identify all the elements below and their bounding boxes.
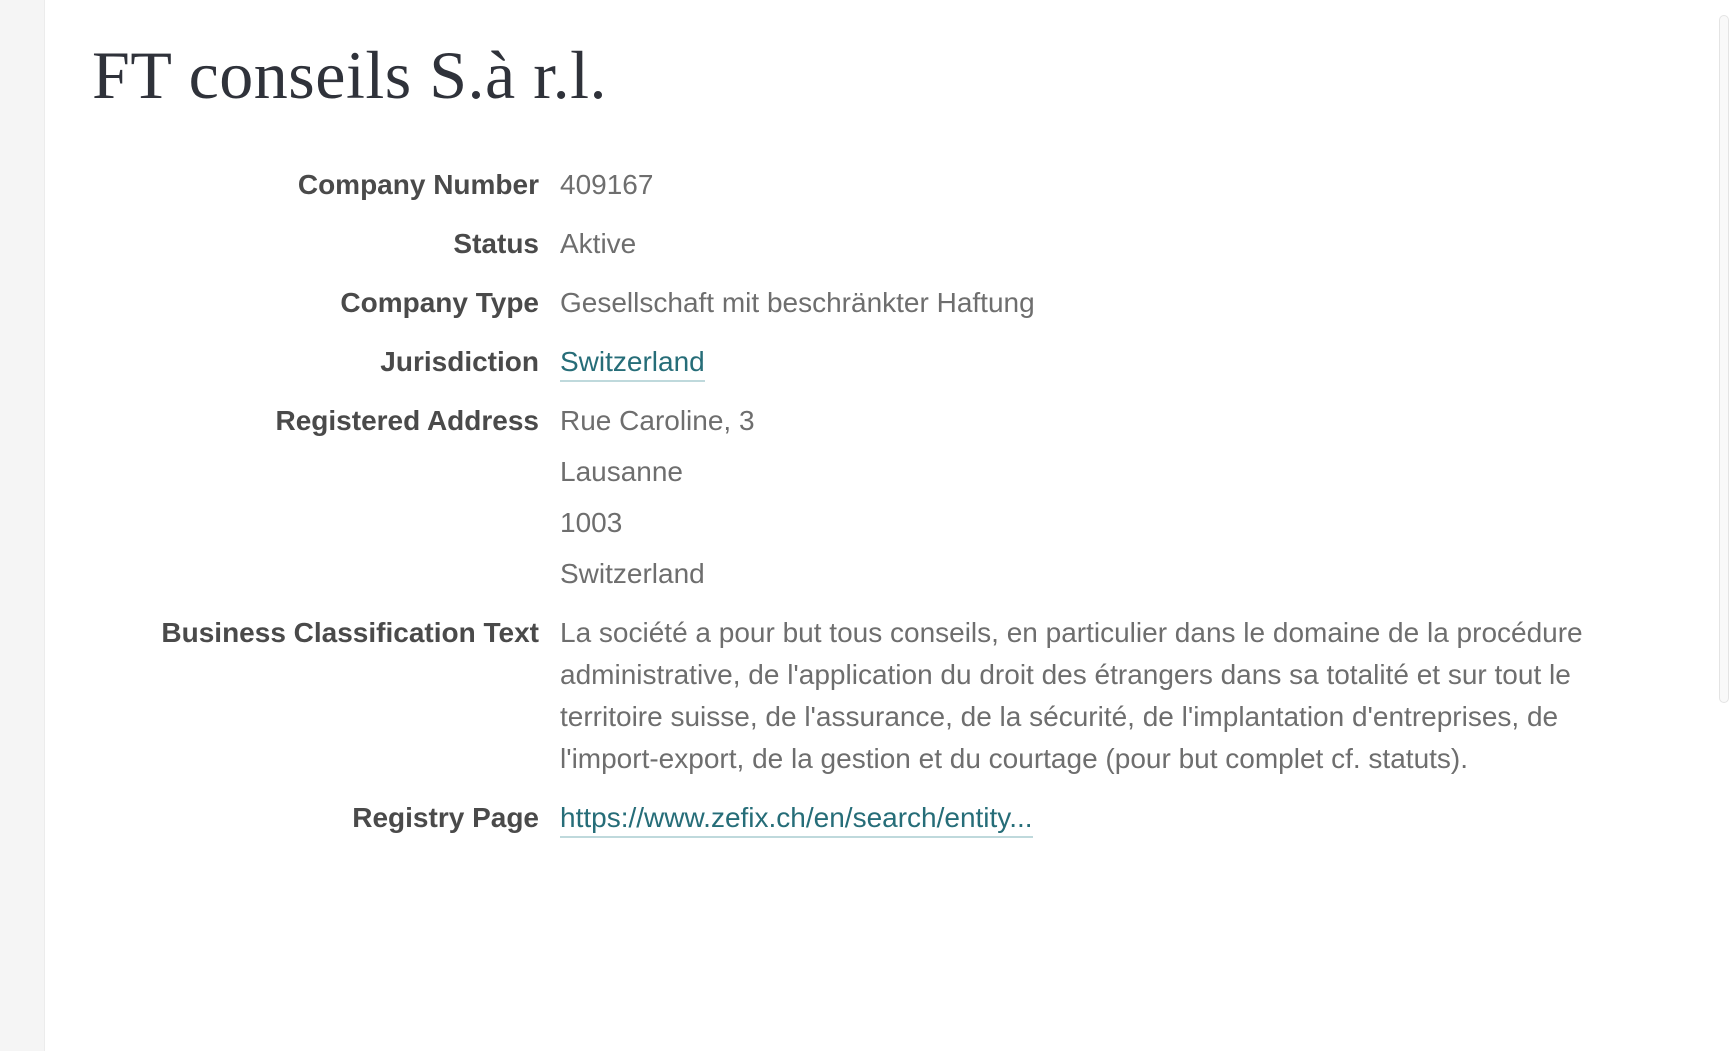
- address-line: Lausanne: [560, 456, 684, 487]
- company-type-value: Gesellschaft mit beschränkter Haftung: [560, 287, 1035, 318]
- address-line: 1003: [560, 507, 623, 538]
- left-gutter: [0, 0, 45, 1051]
- address-line: Rue Caroline, 3: [560, 405, 755, 436]
- field-row-company-type: [92, 282, 1648, 324]
- company-attributes-list: [92, 164, 1648, 839]
- field-label: Jurisdiction: [380, 346, 539, 377]
- field-row-business-classification: [92, 612, 1648, 780]
- scrollbar-thumb[interactable]: [1719, 15, 1729, 703]
- address-line: Switzerland: [560, 558, 705, 589]
- field-row-jurisdiction: [92, 341, 1648, 383]
- field-row-status: [92, 223, 1648, 265]
- field-row-registered-address: [92, 400, 1648, 595]
- field-row-registry-page: [92, 797, 1648, 839]
- field-label: Business Classification Text: [161, 617, 539, 648]
- page-title: FT conseils S.à r.l.: [92, 37, 607, 113]
- field-label: Company Number: [297, 169, 539, 200]
- status-value: Aktive: [560, 228, 637, 259]
- field-label: Registered Address: [275, 405, 539, 436]
- field-label: Registry Page: [352, 802, 539, 833]
- jurisdiction-value: [560, 341, 705, 383]
- company-number-value: 409167: [560, 169, 654, 200]
- registry-page-value: [560, 797, 1033, 839]
- field-label: Company Type: [340, 287, 539, 318]
- jurisdiction-link[interactable]: Switzerland: [560, 346, 705, 382]
- business-classification-value: La société a pour but tous conseils, en particulier dans le domaine de la procédure administrative, de l'application du droit des étrangers dans sa totalité et sur tout le territoire suisse, de l'assurance, de la sécurité, de l'implantation d'entreprises, de l'import-export, de la gestion et du courtage (pour but complet cf. statuts).: [560, 617, 1583, 774]
- field-label: Status: [453, 228, 539, 259]
- registered-address-value: [560, 400, 755, 595]
- scrollbar[interactable]: [1717, 0, 1732, 1051]
- field-row-company-number: [92, 164, 1648, 206]
- registry-page-link[interactable]: https://www.zefix.ch/en/search/entity...: [560, 802, 1033, 838]
- company-profile: [92, 36, 1648, 856]
